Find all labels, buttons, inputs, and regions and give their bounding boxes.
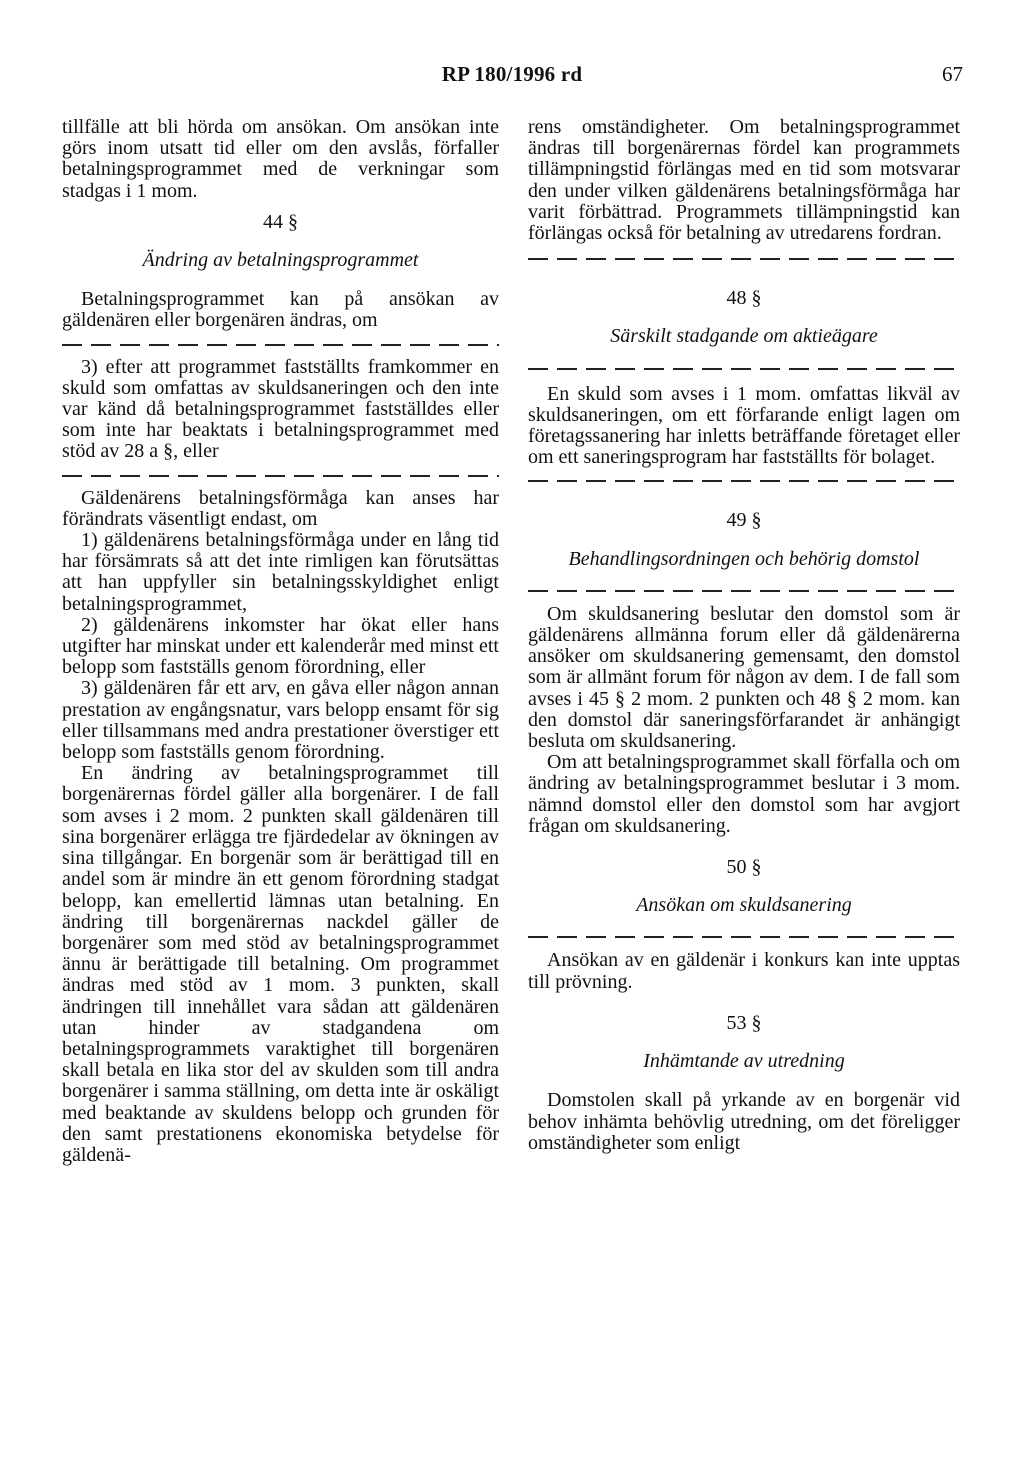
omission-dashes (528, 936, 960, 938)
left-column (62, 117, 499, 1166)
section-title: Ansökan om skuldsanering (636, 894, 852, 917)
section-number: 44 § (263, 210, 298, 233)
omission-dashes (62, 475, 499, 477)
paragraph: Domstolen skall på yrkande av en borgenär vid behov inhämta behövlig utredning, om det föreligger omständigheter som enligt (528, 1089, 960, 1154)
paragraph: Betalningsprogrammet kan på ansökan av gäldenären eller borgenären ändras, om (62, 288, 499, 332)
paragraph: Om att betalningsprogrammet skall förfalla och om ändring av betalningsprogrammet beslutar i 3 mom. nämnd domstol eller den domstol som har avgjort frågan om skuldsanering. (528, 751, 960, 837)
page-number: 67 (942, 62, 963, 86)
section-number: 48 § (726, 287, 762, 310)
list-item: 1) gäldenärens betalningsförmåga under en lång tid har försämrats så att det inte rimligen kan förutsättas att han uppfyller sin betalningsskyldighet enligt betalningsprogrammet, (62, 529, 499, 615)
running-header: RP 180/1996 rd (441, 62, 583, 86)
paragraph: tillfälle att bli hörda om ansökan. Om ansökan inte görs inom utsatt tid eller om den avslås, förfaller betalningsprogrammet med de verkningar som stadgas i 1 mom. (62, 116, 499, 202)
section-title: Ändring av betalningsprogrammet (142, 249, 419, 272)
omission-dashes (528, 368, 960, 370)
paragraph: rens omständigheter. Om betalningsprogrammet ändras till borgenärernas fördel kan programmets tillämpningstid förlängas med en tid som motsvarar den under vilken gäldenärens betalningsförmåga har varit förbättrad. Programmets tillämpningstid kan förlängas också för betalning av utredarens fordran. (528, 116, 960, 245)
omission-dashes (528, 590, 960, 592)
paragraph: En ändring av betalningsprogrammet till borgenärernas fördel gäller alla borgenärer. I de fall som avses i 2 mom. 2 punkten skall gäldenären till sina borgenärer erlägga tre fjärdedelar av ökningen av sina tillgångar. En borgenär som är berättigad till en andel som är mindre än ett genom förordning stadgat belopp, kan emellertid lämnas utan betalning. En ändring till borgenärernas nackdel gäller de borgenärer som med stöd av betalningsprogrammet ännu är berättigade till betalning. Om programmet ändras med stöd av 1 mom. 3 punkten, skall ändringen till innehållet vara sådan att gäldenären utan hinder av stadgandena om betalningsprogrammets varaktighet till borgenären skall betala en lika stor del av skulden som till andra borgenärer i samma ställning, om detta inte är oskäligt med beaktande av skuldens belopp och grunden för den samt prestationens ekonomiska betydelse för gäldenä- (62, 762, 499, 1166)
paragraph: 3) efter att programmet fastställts framkommer en skuld som omfattas av skuldsaneringen och den inte var känd då betalningsprogrammet fastställdes eller som inte har beaktats i betalningsprogrammet med stöd av 28 a §, eller (62, 355, 499, 463)
omission-dashes (528, 480, 960, 482)
paragraph: Gäldenärens betalningsförmåga kan anses har förändrats väsentligt endast, om (62, 486, 499, 530)
paragraph: Ansökan av en gäldenär i konkurs kan inte upptas till prövning. (528, 949, 960, 993)
paragraph: En skuld som avses i 1 mom. omfattas likväl av skuldsaneringen, om ett förfarande enligt lagen om företagssanering har inletts beträffande företaget eller om ett saneringsprogram har fastställts för bolaget. (528, 382, 960, 469)
section-number: 49 § (726, 509, 762, 532)
section-number: 53 § (726, 1011, 762, 1034)
right-column (528, 117, 960, 1154)
section-title: Särskilt stadgande om aktieägare (610, 325, 878, 348)
list-item: 2) gäldenärens inkomster har ökat eller hans utgifter har minskat under ett kalenderår med minst ett belopp som fastställs genom förordning, eller (62, 613, 499, 679)
omission-dashes (62, 344, 499, 346)
list-item: 3) gäldenären får ett arv, en gåva eller någon annan prestation av engångsnatur, vars belopp ensamt för sig eller tillsammans med andra prestationer överstiger ett belopp som fastställs genom förordning. (62, 677, 499, 764)
omission-dashes (528, 258, 960, 260)
section-number: 50 § (726, 856, 762, 879)
section-title: Inhämtande av utredning (643, 1050, 845, 1073)
paragraph: Om skuldsanering beslutar den domstol som är gäldenärens allmänna forum eller då gäldenärerna ansöker om skuldsanering gemensamt, den domstol som är allmänt forum för någon av dem. I de fall som avses i 45 § 2 mom. 2 punkten och 48 § 2 mom. kan den domstol där saneringsförfarandet är anhängigt besluta om skuldsanering. (528, 602, 960, 753)
section-title: Behandlingsordningen och behörig domstol (568, 547, 920, 570)
